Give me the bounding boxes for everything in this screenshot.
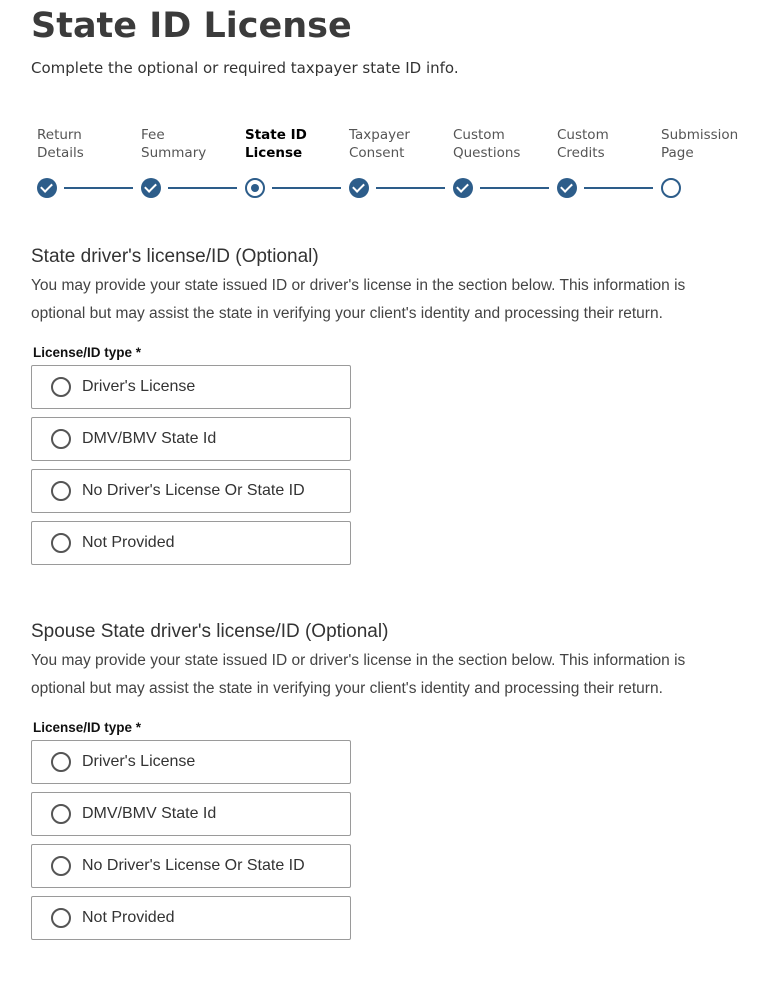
page-subtitle: Complete the optional or required taxpayer state ID info. [31, 59, 459, 77]
progress-stepper [0, 0, 769, 210]
current-step-icon[interactable] [245, 178, 265, 198]
step-label-line2: Details [37, 145, 84, 161]
license-type-label: License/ID type * [33, 720, 142, 735]
empty-circle-icon[interactable] [661, 178, 681, 198]
step-label-line2: Credits [557, 145, 605, 161]
option-label: DMV/BMV State Id [82, 430, 217, 447]
option-label: No Driver's License Or State ID [82, 482, 305, 499]
check-circle-icon[interactable] [557, 178, 577, 198]
step-label-line1: Custom [453, 127, 505, 143]
option-label: Driver's License [82, 753, 196, 770]
radio-button[interactable] [51, 377, 71, 397]
check-circle-icon[interactable] [349, 178, 369, 198]
license-type-label: License/ID type * [33, 345, 142, 360]
option-dmv-bmv-state-id[interactable] [31, 417, 351, 461]
section-description-line1: You may provide your state issued ID or driver's license in the section below. This information is [31, 277, 686, 294]
step-custom-credits[interactable] [557, 126, 657, 162]
step-label-line2: Consent [349, 145, 405, 161]
section-title: Spouse State driver's license/ID (Optional) [31, 621, 389, 642]
radio-button[interactable] [51, 429, 71, 449]
step-submission-page[interactable] [661, 126, 761, 162]
option-label: Driver's License [82, 378, 196, 395]
check-circle-icon[interactable] [453, 178, 473, 198]
section-description-line2: optional but may assist the state in verifying your client's identity and processing their return. [31, 305, 663, 322]
option-not-provided[interactable] [31, 896, 351, 940]
option-label: No Driver's License Or State ID [82, 857, 305, 874]
step-label-line1: Submission [661, 127, 739, 143]
step-label-line2: Page [661, 145, 694, 161]
page-title: State ID License [31, 6, 352, 46]
step-connector [64, 187, 133, 189]
check-circle-icon[interactable] [37, 178, 57, 198]
step-label-line2: License [245, 145, 303, 161]
radio-button[interactable] [51, 804, 71, 824]
step-label-line1: Return [37, 127, 82, 143]
radio-button[interactable] [51, 752, 71, 772]
section-description-line2: optional but may assist the state in verifying your client's identity and processing their return. [31, 680, 663, 697]
radio-button[interactable] [51, 908, 71, 928]
step-connector [480, 187, 549, 189]
option-label: Not Provided [82, 909, 175, 926]
radio-button[interactable] [51, 533, 71, 553]
option-no-license-or-id[interactable] [31, 469, 351, 513]
step-fee-summary[interactable] [141, 126, 241, 162]
step-label-line1: Taxpayer [349, 127, 410, 143]
step-label-line1: Custom [557, 127, 609, 143]
step-connector [584, 187, 653, 189]
section-description-line1: You may provide your state issued ID or driver's license in the section below. This information is [31, 652, 686, 669]
step-connector [272, 187, 341, 189]
option-drivers-license[interactable] [31, 740, 351, 784]
step-connector [376, 187, 445, 189]
section-title: State driver's license/ID (Optional) [31, 246, 319, 267]
check-circle-icon[interactable] [141, 178, 161, 198]
option-no-license-or-id[interactable] [31, 844, 351, 888]
step-label-line2: Summary [141, 145, 207, 161]
step-custom-questions[interactable] [453, 126, 553, 162]
step-return-details[interactable] [37, 126, 137, 162]
option-label: Not Provided [82, 534, 175, 551]
option-not-provided[interactable] [31, 521, 351, 565]
radio-button[interactable] [51, 856, 71, 876]
step-label-line2: Questions [453, 145, 521, 161]
option-label: DMV/BMV State Id [82, 805, 217, 822]
radio-button[interactable] [51, 481, 71, 501]
step-label-line1: State ID [245, 127, 307, 143]
step-taxpayer-consent[interactable] [349, 126, 449, 162]
option-drivers-license[interactable] [31, 365, 351, 409]
option-dmv-bmv-state-id[interactable] [31, 792, 351, 836]
step-label-line1: Fee [141, 127, 165, 143]
step-connector [168, 187, 237, 189]
step-state-id-license[interactable] [245, 126, 345, 162]
